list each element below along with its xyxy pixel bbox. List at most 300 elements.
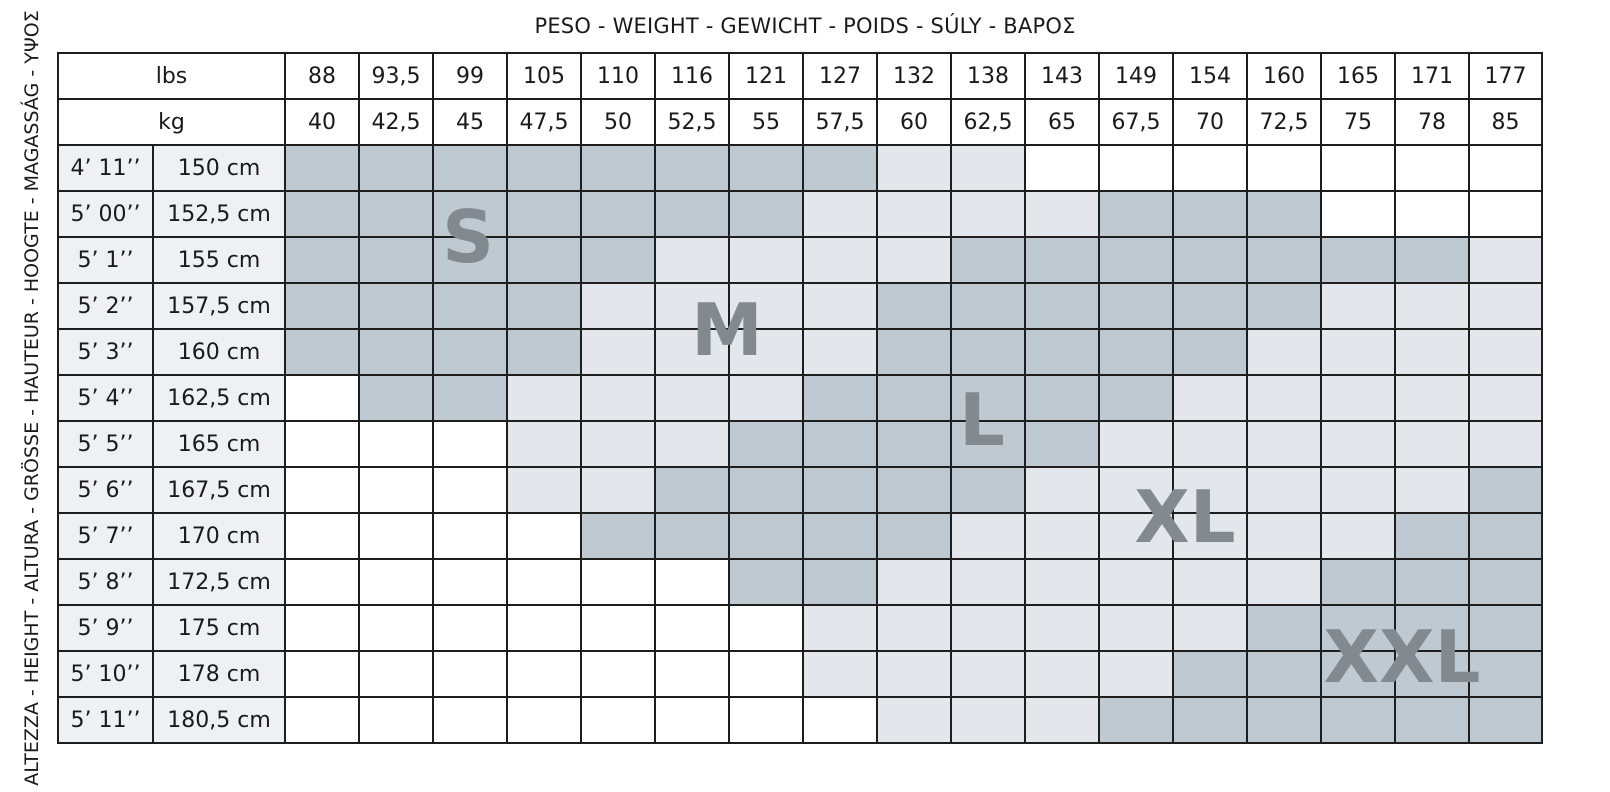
size-cell-xl [951, 513, 1025, 559]
size-cell-l [1025, 421, 1099, 467]
size-cell-s [359, 145, 433, 191]
weight-title: PESO - WEIGHT - GEWICHT - POIDS - SÚLY - ΒΑΡΟΣ [534, 14, 1076, 38]
height-feet: 5’ 11’’ [58, 697, 153, 743]
size-cell-none [581, 651, 655, 697]
lbs-value: 177 [1469, 53, 1542, 99]
size-cell-l [951, 329, 1025, 375]
kg-value: 45 [433, 99, 507, 145]
size-cell-xl [1321, 283, 1395, 329]
height-feet: 5’ 8’’ [58, 559, 153, 605]
size-cell-s [507, 191, 581, 237]
size-cell-none [433, 421, 507, 467]
size-chart-table [57, 52, 1543, 744]
size-cell-none [729, 651, 803, 697]
size-cell-xl [1099, 513, 1173, 559]
size-cell-xl [1321, 329, 1395, 375]
size-cell-none [359, 559, 433, 605]
height-row [58, 375, 1542, 421]
size-cell-xl [1469, 283, 1542, 329]
size-cell-l [951, 421, 1025, 467]
size-cell-s [581, 237, 655, 283]
size-cell-none [285, 375, 359, 421]
lbs-value: 143 [1025, 53, 1099, 99]
size-cell-l [1173, 283, 1247, 329]
height-feet: 5’ 10’’ [58, 651, 153, 697]
size-cell-xl [1025, 467, 1099, 513]
size-cell-xxl [1173, 651, 1247, 697]
size-cell-xl [1395, 375, 1469, 421]
size-cell-none [1173, 145, 1247, 191]
size-cell-xl [1099, 467, 1173, 513]
size-cell-l [1321, 237, 1395, 283]
size-cell-xl [1025, 605, 1099, 651]
height-row [58, 605, 1542, 651]
size-cell-l [803, 421, 877, 467]
lbs-label: lbs [58, 53, 285, 99]
kg-value: 55 [729, 99, 803, 145]
lbs-value: 127 [803, 53, 877, 99]
height-cm: 160 cm [153, 329, 285, 375]
height-row [58, 283, 1542, 329]
height-feet: 5’ 9’’ [58, 605, 153, 651]
size-cell-xxl [1321, 605, 1395, 651]
size-cell-s [359, 191, 433, 237]
size-cell-xl [803, 651, 877, 697]
size-cell-s [581, 145, 655, 191]
size-cell-none [433, 697, 507, 743]
size-cell-s [359, 237, 433, 283]
size-cell-xl [1469, 375, 1542, 421]
size-cell-none [507, 513, 581, 559]
size-cell-l [1247, 283, 1321, 329]
size-letter-l: L [959, 378, 1005, 462]
size-cell-xl [877, 559, 951, 605]
size-cell-xl [877, 697, 951, 743]
height-cm: 180,5 cm [153, 697, 285, 743]
height-feet: 5’ 7’’ [58, 513, 153, 559]
size-letter-m: M [691, 288, 763, 372]
kg-value: 85 [1469, 99, 1542, 145]
size-cell-m [655, 421, 729, 467]
size-cell-none [433, 467, 507, 513]
size-cell-m [581, 283, 655, 329]
size-cell-l [729, 559, 803, 605]
size-cell-s [729, 145, 803, 191]
size-cell-m [729, 283, 803, 329]
size-cell-xl [1395, 467, 1469, 513]
size-cell-xl [1395, 329, 1469, 375]
kg-header-row [58, 99, 1542, 145]
size-cell-xl [877, 651, 951, 697]
lbs-value: 110 [581, 53, 655, 99]
size-cell-s [285, 145, 359, 191]
size-cell-none [359, 697, 433, 743]
kg-value: 42,5 [359, 99, 433, 145]
size-cell-none [285, 513, 359, 559]
size-cell-l [1099, 237, 1173, 283]
size-cell-l [1025, 375, 1099, 421]
height-cm: 178 cm [153, 651, 285, 697]
size-cell-none [359, 467, 433, 513]
height-feet: 5’ 2’’ [58, 283, 153, 329]
size-cell-xxl [1247, 697, 1321, 743]
size-cell-none [285, 605, 359, 651]
size-cell-none [507, 697, 581, 743]
size-cell-none [433, 605, 507, 651]
kg-value: 50 [581, 99, 655, 145]
height-cm: 157,5 cm [153, 283, 285, 329]
size-cell-m [803, 191, 877, 237]
size-cell-none [1025, 145, 1099, 191]
size-cell-s [655, 145, 729, 191]
size-cell-s [507, 145, 581, 191]
kg-value: 57,5 [803, 99, 877, 145]
size-cell-xl [1099, 605, 1173, 651]
kg-value: 52,5 [655, 99, 729, 145]
size-cell-l [1099, 375, 1173, 421]
kg-value: 62,5 [951, 99, 1025, 145]
size-cell-l [803, 467, 877, 513]
height-feet: 5’ 4’’ [58, 375, 153, 421]
size-cell-xxl [1469, 513, 1542, 559]
size-cell-m [581, 375, 655, 421]
size-cell-xl [1173, 513, 1247, 559]
size-cell-xxl [1469, 605, 1542, 651]
size-cell-xl [1173, 421, 1247, 467]
size-cell-none [433, 559, 507, 605]
kg-value: 65 [1025, 99, 1099, 145]
size-cell-s [433, 191, 507, 237]
size-cell-xl [1025, 651, 1099, 697]
size-cell-l [1173, 191, 1247, 237]
size-cell-s [359, 375, 433, 421]
size-cell-xl [1173, 559, 1247, 605]
lbs-value: 93,5 [359, 53, 433, 99]
size-cell-xl [951, 651, 1025, 697]
height-cm: 155 cm [153, 237, 285, 283]
size-cell-s [729, 191, 803, 237]
size-cell-s [285, 191, 359, 237]
size-cell-m [729, 329, 803, 375]
size-cell-xxl [1395, 651, 1469, 697]
height-cm: 170 cm [153, 513, 285, 559]
height-cm: 152,5 cm [153, 191, 285, 237]
size-cell-s [433, 329, 507, 375]
size-cell-xl [951, 697, 1025, 743]
size-cell-s [285, 237, 359, 283]
size-cell-xxl [1099, 697, 1173, 743]
size-cell-xl [1247, 421, 1321, 467]
size-cell-xl [1395, 421, 1469, 467]
kg-value: 78 [1395, 99, 1469, 145]
height-title: ALTEZZA - HEIGHT - ALTURA - GRÖSSE - HAUTEUR - HOOGTE - MAGASSÁG - ΥΨΟΣ [21, 10, 43, 786]
size-cell-xxl [1321, 651, 1395, 697]
height-cm: 165 cm [153, 421, 285, 467]
size-cell-m [655, 375, 729, 421]
size-cell-l [729, 513, 803, 559]
size-cell-m [507, 375, 581, 421]
lbs-value: 121 [729, 53, 803, 99]
size-cell-s [507, 237, 581, 283]
size-cell-l [1099, 283, 1173, 329]
lbs-value: 105 [507, 53, 581, 99]
size-cell-xl [1321, 467, 1395, 513]
size-cell-xxl [1469, 467, 1542, 513]
kg-value: 60 [877, 99, 951, 145]
height-row [58, 145, 1542, 191]
size-cell-xl [1173, 467, 1247, 513]
size-cell-none [359, 421, 433, 467]
size-cell-m [877, 191, 951, 237]
height-row [58, 421, 1542, 467]
size-cell-none [507, 651, 581, 697]
size-cell-none [285, 559, 359, 605]
size-cell-none [655, 559, 729, 605]
size-cell-l [877, 375, 951, 421]
size-cell-none [803, 697, 877, 743]
size-cell-l [951, 467, 1025, 513]
size-cell-s [285, 329, 359, 375]
height-row [58, 467, 1542, 513]
height-cm: 175 cm [153, 605, 285, 651]
height-row [58, 513, 1542, 559]
height-feet: 5’ 6’’ [58, 467, 153, 513]
size-cell-m [729, 375, 803, 421]
size-cell-none [1469, 145, 1542, 191]
size-cell-none [655, 651, 729, 697]
size-cell-none [581, 697, 655, 743]
lbs-value: 160 [1247, 53, 1321, 99]
size-cell-none [1469, 191, 1542, 237]
size-cell-m [803, 329, 877, 375]
height-cm: 162,5 cm [153, 375, 285, 421]
size-cell-xxl [1321, 697, 1395, 743]
size-cell-s [803, 145, 877, 191]
size-cell-m [803, 283, 877, 329]
size-letter-s: S [442, 195, 494, 279]
size-cell-l [1247, 237, 1321, 283]
size-cell-xl [1395, 283, 1469, 329]
kg-value: 75 [1321, 99, 1395, 145]
size-cell-xxl [1247, 605, 1321, 651]
size-cell-xxl [1173, 697, 1247, 743]
height-row [58, 559, 1542, 605]
size-cell-m [581, 467, 655, 513]
lbs-value: 99 [433, 53, 507, 99]
size-cell-l [1173, 237, 1247, 283]
size-cell-s [507, 329, 581, 375]
size-cell-l [655, 467, 729, 513]
size-cell-xxl [1395, 513, 1469, 559]
size-cell-xxl [1395, 559, 1469, 605]
size-cell-l [729, 421, 803, 467]
size-cell-xl [1025, 559, 1099, 605]
size-cell-l [655, 513, 729, 559]
height-cm: 167,5 cm [153, 467, 285, 513]
size-cell-none [359, 513, 433, 559]
size-cell-m [729, 237, 803, 283]
size-cell-m [951, 145, 1025, 191]
size-cell-none [729, 697, 803, 743]
size-cell-xl [877, 605, 951, 651]
size-cell-l [1173, 329, 1247, 375]
size-cell-xxl [1395, 605, 1469, 651]
size-cell-none [359, 651, 433, 697]
size-cell-l [1247, 191, 1321, 237]
size-cell-l [1025, 283, 1099, 329]
lbs-value: 154 [1173, 53, 1247, 99]
size-cell-xl [951, 559, 1025, 605]
lbs-value: 171 [1395, 53, 1469, 99]
size-letter-xl: XL [1134, 475, 1236, 559]
size-cell-xl [1469, 237, 1542, 283]
size-cell-l [951, 375, 1025, 421]
size-cell-s [507, 283, 581, 329]
size-cell-xl [1099, 559, 1173, 605]
height-row [58, 237, 1542, 283]
size-cell-none [1247, 145, 1321, 191]
height-feet: 5’ 5’’ [58, 421, 153, 467]
size-cell-m [507, 421, 581, 467]
size-cell-l [877, 467, 951, 513]
size-cell-l [803, 559, 877, 605]
size-cell-xl [1099, 421, 1173, 467]
size-cell-none [729, 605, 803, 651]
size-cell-m [655, 237, 729, 283]
lbs-value: 116 [655, 53, 729, 99]
size-cell-none [1321, 191, 1395, 237]
size-cell-none [1395, 145, 1469, 191]
size-cell-l [581, 513, 655, 559]
lbs-value: 88 [285, 53, 359, 99]
kg-label: kg [58, 99, 285, 145]
size-cell-l [803, 375, 877, 421]
kg-value: 72,5 [1247, 99, 1321, 145]
size-cell-none [433, 651, 507, 697]
height-feet: 4’ 11’’ [58, 145, 153, 191]
size-cell-none [507, 559, 581, 605]
size-cell-l [1099, 329, 1173, 375]
size-cell-xxl [1247, 651, 1321, 697]
height-row [58, 329, 1542, 375]
size-cell-none [285, 697, 359, 743]
size-cell-s [655, 191, 729, 237]
size-letter-xxl: XXL [1323, 615, 1481, 699]
kg-value: 70 [1173, 99, 1247, 145]
size-cell-s [359, 283, 433, 329]
size-cell-m [803, 237, 877, 283]
size-cell-m [951, 191, 1025, 237]
size-cell-xxl [1395, 697, 1469, 743]
lbs-value: 132 [877, 53, 951, 99]
size-cell-xl [951, 605, 1025, 651]
size-cell-l [951, 283, 1025, 329]
size-cell-none [285, 467, 359, 513]
kg-value: 47,5 [507, 99, 581, 145]
size-cell-xl [1321, 375, 1395, 421]
size-cell-xl [1321, 513, 1395, 559]
kg-value: 40 [285, 99, 359, 145]
size-cell-l [803, 513, 877, 559]
height-feet: 5’ 00’’ [58, 191, 153, 237]
size-cell-s [433, 237, 507, 283]
height-cm: 150 cm [153, 145, 285, 191]
size-cell-l [877, 513, 951, 559]
size-cell-s [285, 283, 359, 329]
size-cell-s [433, 145, 507, 191]
size-cell-l [1099, 191, 1173, 237]
height-feet: 5’ 1’’ [58, 237, 153, 283]
size-cell-xl [1469, 421, 1542, 467]
height-feet: 5’ 3’’ [58, 329, 153, 375]
size-cell-m [1025, 191, 1099, 237]
size-cell-s [359, 329, 433, 375]
size-cell-m [581, 329, 655, 375]
size-cell-xl [1321, 421, 1395, 467]
kg-value: 67,5 [1099, 99, 1173, 145]
size-cell-xl [1247, 559, 1321, 605]
size-cell-xl [1247, 467, 1321, 513]
height-row [58, 191, 1542, 237]
size-cell-xl [1025, 697, 1099, 743]
size-cell-xl [1247, 329, 1321, 375]
size-cell-xl [1173, 375, 1247, 421]
height-row [58, 651, 1542, 697]
size-cell-xl [1173, 605, 1247, 651]
size-cell-none [433, 513, 507, 559]
size-cell-none [581, 559, 655, 605]
size-cell-xl [1025, 513, 1099, 559]
size-cell-none [655, 605, 729, 651]
size-cell-l [1025, 329, 1099, 375]
size-cell-xxl [1321, 559, 1395, 605]
size-cell-xl [1099, 651, 1173, 697]
size-cell-xl [803, 605, 877, 651]
lbs-header-row [58, 53, 1542, 99]
size-cell-xl [1247, 375, 1321, 421]
size-cell-l [951, 237, 1025, 283]
size-cell-l [729, 467, 803, 513]
height-cm: 172,5 cm [153, 559, 285, 605]
size-cell-none [1099, 145, 1173, 191]
size-cell-l [877, 329, 951, 375]
size-cell-none [1395, 191, 1469, 237]
size-cell-m [655, 283, 729, 329]
size-cell-none [655, 697, 729, 743]
size-cell-xxl [1469, 651, 1542, 697]
size-cell-xl [1469, 329, 1542, 375]
size-cell-xxl [1469, 559, 1542, 605]
size-cell-s [581, 191, 655, 237]
size-cell-s [433, 375, 507, 421]
height-row [58, 697, 1542, 743]
lbs-value: 165 [1321, 53, 1395, 99]
size-cell-l [877, 421, 951, 467]
size-cell-m [507, 467, 581, 513]
size-cell-l [877, 283, 951, 329]
lbs-value: 138 [951, 53, 1025, 99]
size-cell-s [433, 283, 507, 329]
size-cell-l [1395, 237, 1469, 283]
size-cell-m [581, 421, 655, 467]
size-cell-xxl [1469, 697, 1542, 743]
size-cell-l [1025, 237, 1099, 283]
size-cell-none [285, 651, 359, 697]
size-cell-none [581, 605, 655, 651]
size-cell-none [1321, 145, 1395, 191]
size-cell-none [507, 605, 581, 651]
size-cell-xl [1247, 513, 1321, 559]
